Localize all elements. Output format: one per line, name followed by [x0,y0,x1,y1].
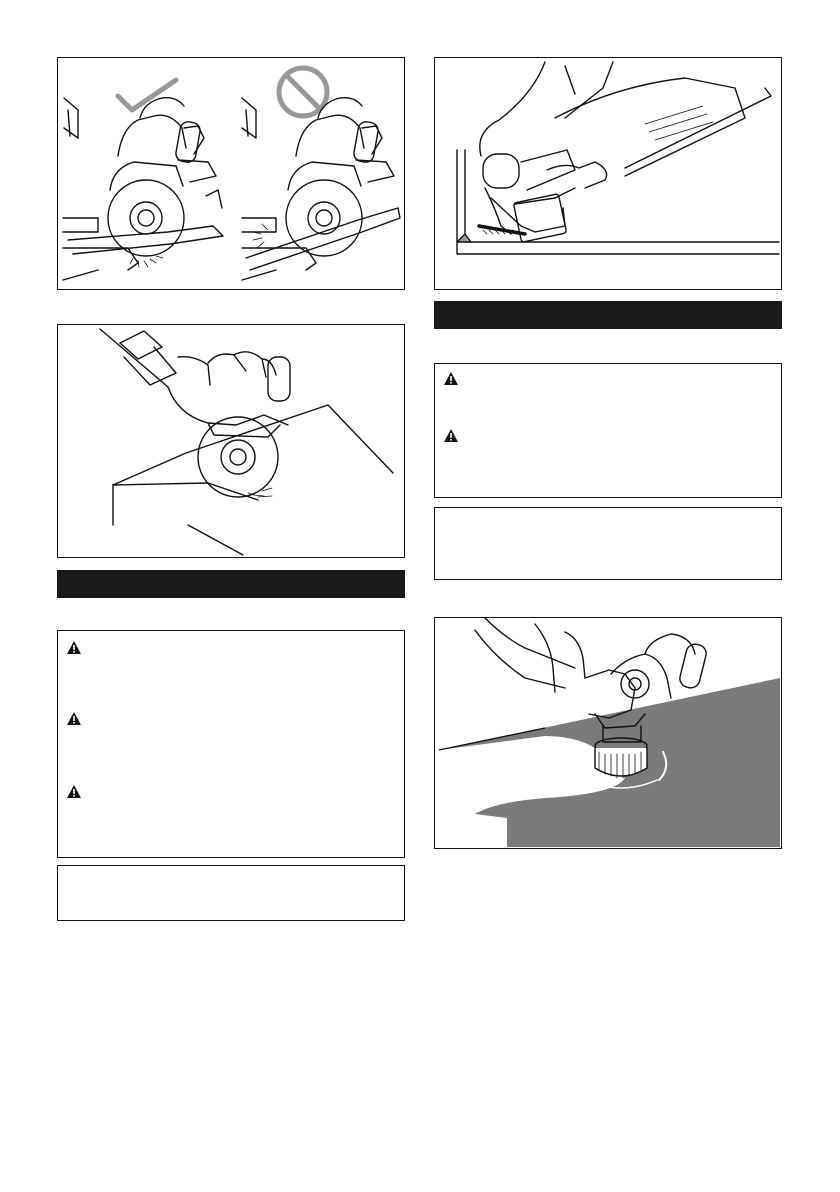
warning-triangle-icon [66,784,82,799]
figure-cut-against-wall [434,57,782,290]
warning-triangle-icon [443,371,459,386]
cut-block-illustration [58,325,403,556]
note-box-left [57,865,405,921]
warning-box-left [57,630,405,858]
warning-triangle-icon [443,428,459,443]
cut-right-wrong-illustration [58,58,403,288]
prohibited-icon [279,68,327,116]
section-heading-left [57,570,405,598]
section-heading-right [434,301,782,329]
figure-wire-cup-brush [434,617,782,849]
wire-cup-brush-illustration [435,618,780,847]
note-box-right [434,507,782,580]
warning-box-right [434,363,782,498]
warning-triangle-icon [66,640,82,655]
figure-cut-right-wrong [57,57,405,290]
cut-against-wall-illustration [435,58,780,288]
figure-cut-block [57,324,405,558]
warning-triangle-icon [66,711,82,726]
